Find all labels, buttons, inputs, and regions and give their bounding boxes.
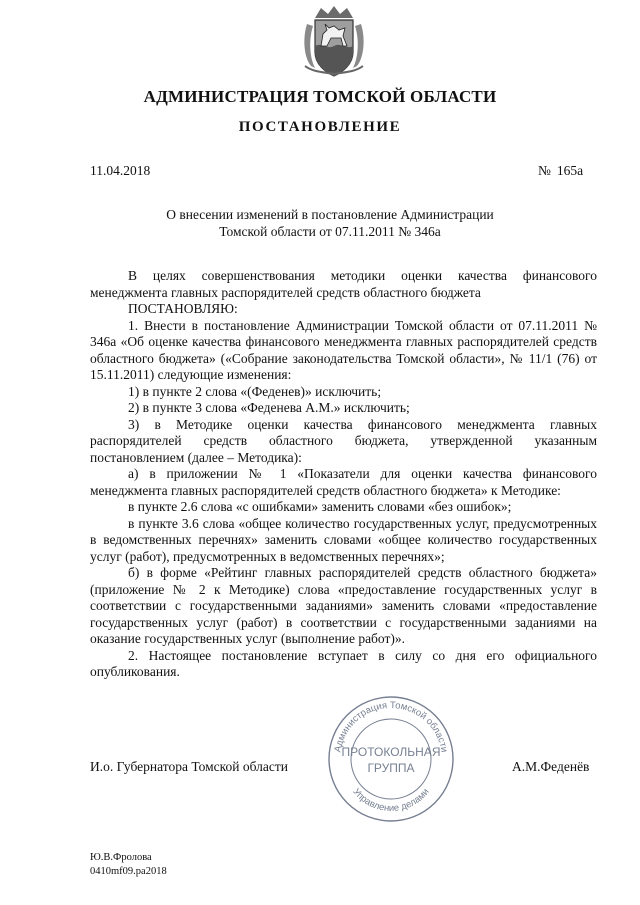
number-label: № [538, 163, 551, 178]
organization-title: АДМИНИСТРАЦИЯ ТОМСКОЙ ОБЛАСТИ [143, 87, 497, 106]
executor-name: Ю.В.Фролова [90, 852, 152, 863]
body-paragraph: 1. Внести в постановление Администрации Томской области от 07.11.2011 № 346а «Об оценке качества финансового менеджмента главных распорядителей средств областного бюджета» («Собрание законодательства Томской области», № 11/1 (76) от 15.11.2011) следующие изменения: [90, 317, 597, 382]
document-number [538, 163, 583, 179]
stamp-center-line-1: ПРОТОКОЛЬНАЯ [341, 745, 441, 759]
subject-line-1: О внесении изменений в постановление Администрации [166, 207, 494, 222]
stamp-ring-top-text: Администрация Томской области [332, 699, 450, 754]
body-paragraph: ПОСТАНОВЛЯЮ: [128, 301, 238, 316]
document-code: 0410mf09.ра2018 [90, 866, 167, 877]
body-paragraph: 1) в пункте 2 слова «(Феденев)» исключить; [128, 383, 382, 399]
signer-name: А.М.Феденёв [512, 759, 590, 774]
body-paragraph: 3) в Методике оценки качества финансового менеджмента главных распорядителей средств областного бюджета, утвержденной указанным постановлением (далее – Методика): [90, 416, 597, 465]
body-paragraph: в пункте 3.6 слова «общее количество государственных услуг, предусмотренных в ведомственных перечнях» заменить словами «общее количество государственных услуг (работ), предусмотренных в ведомственных перечнях»; [90, 515, 597, 564]
subject-line-2: Томской области от 07.11.2011 № 346а [219, 224, 441, 239]
number-value: 165а [556, 163, 584, 178]
signatory-position: И.о. Губернатора Томской области [90, 759, 288, 774]
body-paragraph: 2. Настоящее постановление вступает в силу со дня его официального опубликования. [90, 647, 597, 679]
tomsk-oblast-coat-of-arms-icon [301, 6, 367, 78]
body-paragraph: 2) в пункте 3 слова «Феденева А.М.» исключить; [128, 400, 410, 415]
body-paragraph: В целях совершенствования методики оценки качества финансового менеджмента главных распорядителей средств областного бюджета [90, 268, 597, 300]
stamp-ring-bottom-text: Управление делами [350, 786, 432, 815]
document-date: 11.04.2018 [90, 163, 151, 178]
stamp-center-line-2: ГРУППА [367, 761, 415, 775]
protocol-group-stamp [326, 694, 456, 824]
stamp-outer-ring [329, 697, 453, 821]
body-paragraph: б) в форме «Рейтинг главных распорядителей средств областного бюджета» (приложение № 2 к Методике) слова «предоставление государственных услуг в соответствии с государственными заданиями» заменить словами «предоставление государственных услуг (работ) в соответствии с государственными заданиями на оказание государственных услуг (выполнение работ)». [90, 565, 597, 646]
document-type: ПОСТАНОВЛЕНИЕ [238, 119, 402, 135]
body-paragraph: а) в приложении № 1 «Показатели для оценки качества финансового менеджмента главных распорядителей средств областного бюджета» к Методике: [90, 466, 597, 498]
document-body [90, 268, 597, 681]
stamp-inner-ring [351, 719, 431, 799]
body-paragraph: в пункте 2.6 слова «с ошибками» заменить словами «без ошибок»; [128, 499, 512, 514]
